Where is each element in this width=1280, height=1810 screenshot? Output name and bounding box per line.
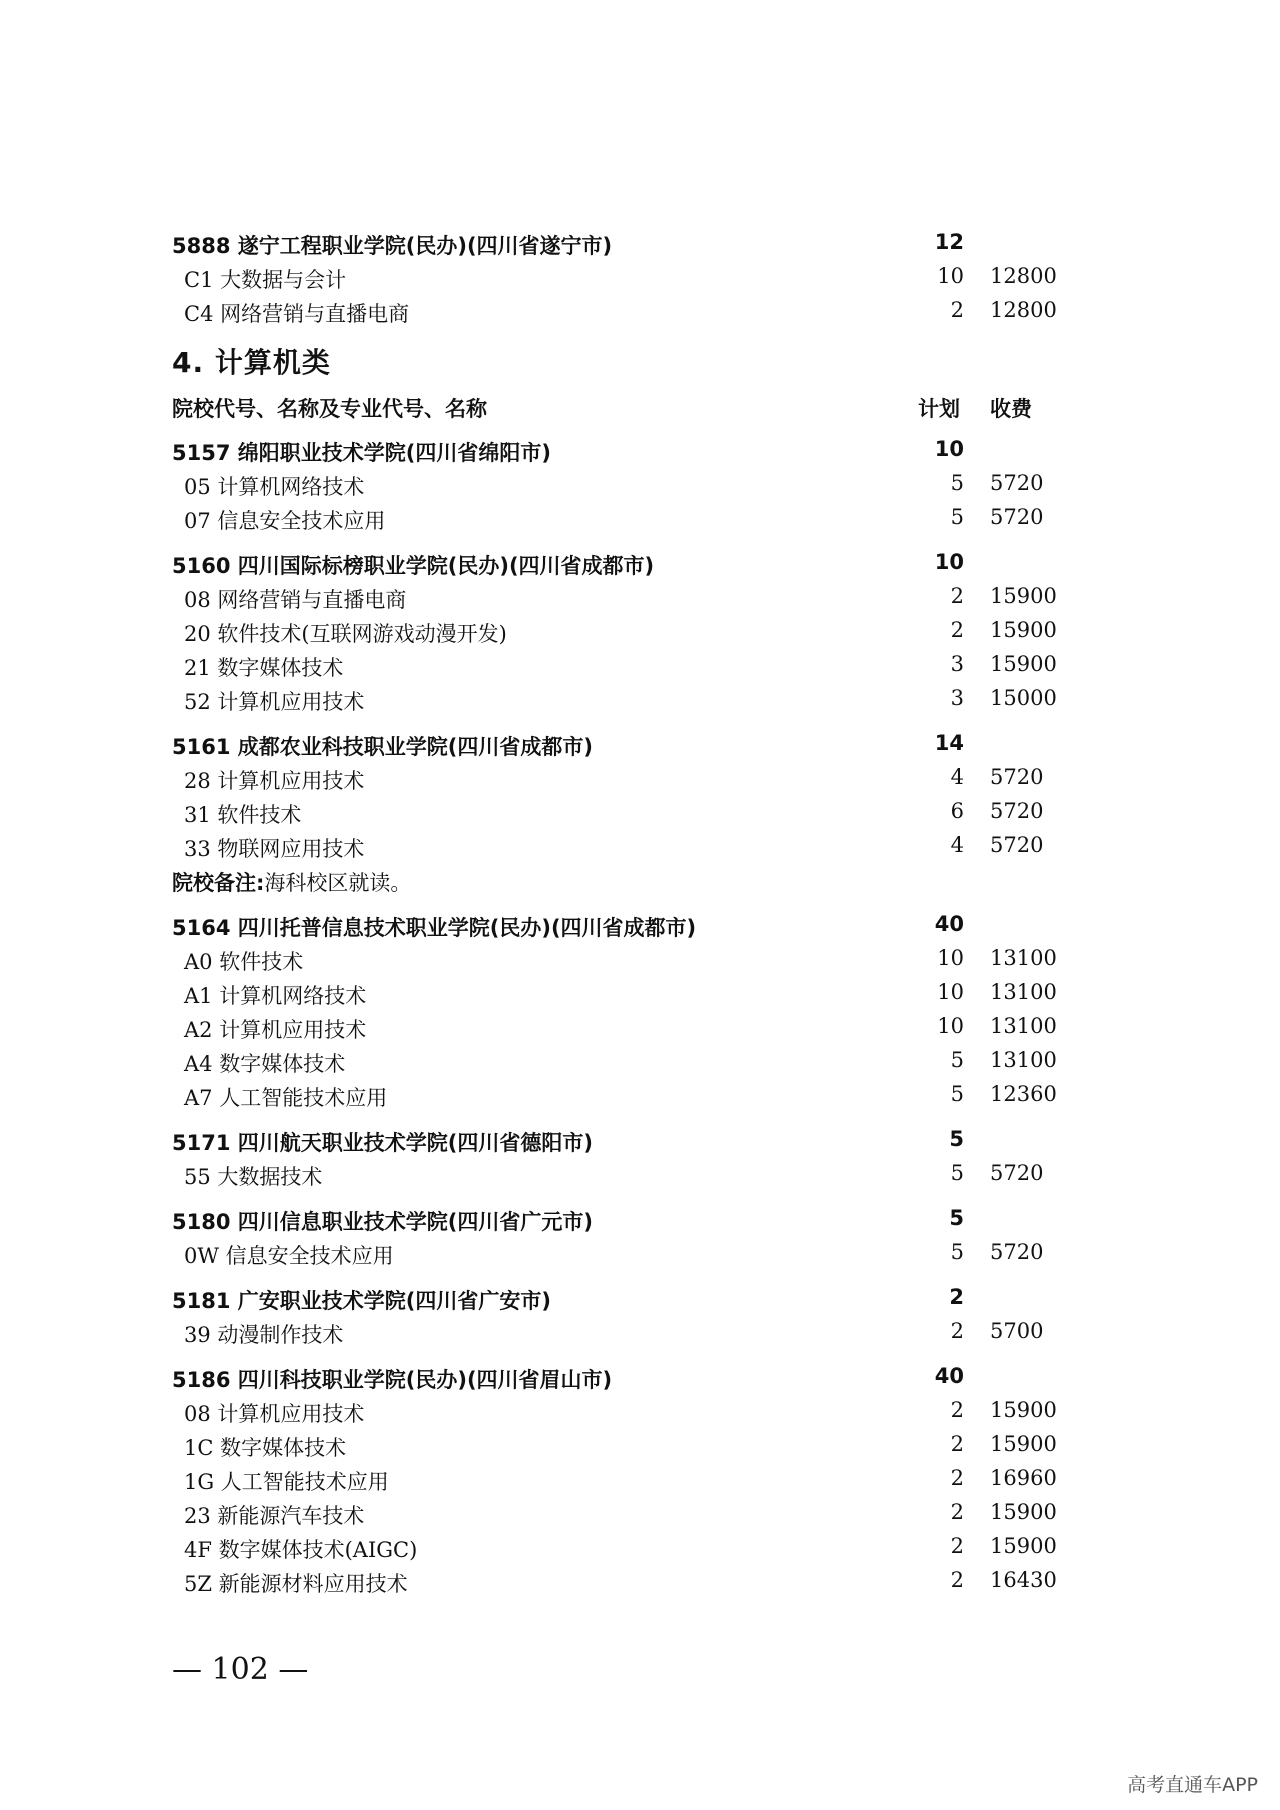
- spacer: [0, 716, 1280, 727]
- institution-plan: 5: [949, 1127, 964, 1151]
- major-name: 4F 数字媒体技术(AIGC): [184, 1538, 418, 1562]
- major-name: A2 计算机应用技术: [184, 1018, 367, 1042]
- institution-group: [0, 1281, 1280, 1349]
- institution-group: [0, 433, 1280, 535]
- major-row: [0, 614, 1280, 648]
- major-fee: 5700: [990, 1319, 1044, 1343]
- major-fee: 13100: [990, 1014, 1057, 1038]
- major-row: [0, 976, 1280, 1010]
- major-fee: 15900: [990, 1432, 1057, 1456]
- major-row: [0, 1394, 1280, 1428]
- institution-name: 5186 四川科技职业学院(民办)(四川省眉山市): [172, 1368, 613, 1392]
- institution-row: [0, 1360, 1280, 1394]
- major-name: 21 数字媒体技术: [184, 656, 344, 680]
- major-fee: 13100: [990, 946, 1057, 970]
- institution-row: [0, 1123, 1280, 1157]
- major-row: [0, 1078, 1280, 1112]
- major-plan: 2: [950, 1319, 964, 1343]
- major-name: 52 计算机应用技术: [184, 690, 365, 714]
- major-fee: 13100: [990, 980, 1057, 1004]
- major-row: [0, 1010, 1280, 1044]
- major-plan: 2: [950, 1466, 964, 1490]
- major-name: A4 数字媒体技术: [184, 1052, 346, 1076]
- major-plan: 6: [950, 799, 964, 823]
- institution-group: [0, 1123, 1280, 1191]
- major-name: 39 动漫制作技术: [184, 1323, 344, 1347]
- major-name: 1C 数字媒体技术: [184, 1436, 347, 1460]
- major-plan: 5: [950, 1240, 964, 1264]
- institution-row: [0, 546, 1280, 580]
- column-header-fee: 收费: [990, 397, 1032, 421]
- major-row: [0, 467, 1280, 501]
- major-plan: 10: [937, 980, 964, 1004]
- spacer: [0, 1191, 1280, 1202]
- major-fee: 15900: [990, 1500, 1057, 1524]
- major-name: 08 网络营销与直播电商: [184, 588, 407, 612]
- major-fee: 12800: [990, 298, 1057, 322]
- major-plan: 10: [937, 264, 964, 288]
- major-fee: 15900: [990, 584, 1057, 608]
- major-plan: 4: [950, 765, 964, 789]
- institution-note-text: 海科校区就读。: [264, 871, 412, 895]
- institution-plan: 14: [934, 731, 964, 755]
- major-name: A0 软件技术: [184, 950, 304, 974]
- spacer: [0, 1270, 1280, 1281]
- major-row: [0, 1496, 1280, 1530]
- major-plan: 2: [950, 298, 964, 322]
- institution-name: 5157 绵阳职业技术学院(四川省绵阳市): [172, 441, 551, 465]
- major-row: [0, 829, 1280, 863]
- institution-plan: 5: [949, 1206, 964, 1230]
- institution-name: 5160 四川国际标榜职业学院(民办)(四川省成都市): [172, 554, 655, 578]
- major-plan: 10: [937, 1014, 964, 1038]
- major-row: [0, 1530, 1280, 1564]
- institution-group: [0, 226, 1280, 328]
- spacer: [0, 1112, 1280, 1123]
- institution-name: 5888 遂宁工程职业学院(民办)(四川省遂宁市): [172, 234, 613, 258]
- major-row: [0, 1044, 1280, 1078]
- institution-plan: 10: [934, 550, 964, 574]
- spacer: [0, 897, 1280, 908]
- spacer: [0, 328, 1280, 339]
- column-header-name: 院校代号、名称及专业代号、名称: [172, 397, 487, 421]
- major-fee: 12800: [990, 264, 1057, 288]
- institution-name: 5161 成都农业科技职业学院(四川省成都市): [172, 735, 593, 759]
- major-row: [0, 942, 1280, 976]
- major-fee: 5720: [990, 833, 1044, 857]
- major-plan: 10: [937, 946, 964, 970]
- major-name: 0W 信息安全技术应用: [184, 1244, 394, 1268]
- major-row: [0, 1315, 1280, 1349]
- major-row: [0, 501, 1280, 535]
- major-fee: 15000: [990, 686, 1057, 710]
- major-fee: 5720: [990, 1240, 1044, 1264]
- column-header-row: [0, 389, 1280, 433]
- institution-note: [172, 867, 411, 897]
- major-name: 28 计算机应用技术: [184, 769, 365, 793]
- major-name: 55 大数据技术: [184, 1165, 323, 1189]
- institution-row: [0, 226, 1280, 260]
- major-fee: 15900: [990, 618, 1057, 642]
- major-row: [0, 1236, 1280, 1270]
- major-name: 33 物联网应用技术: [184, 837, 365, 861]
- institution-note-row: [0, 863, 1280, 897]
- major-name: 07 信息安全技术应用: [184, 509, 386, 533]
- major-name: C1 大数据与会计: [184, 268, 347, 292]
- spacer: [0, 535, 1280, 546]
- major-name: 05 计算机网络技术: [184, 475, 365, 499]
- institution-note-label: 院校备注:: [172, 871, 265, 895]
- major-fee: 12360: [990, 1082, 1057, 1106]
- section-title: 4. 计算机类: [172, 346, 331, 379]
- major-fee: 15900: [990, 1398, 1057, 1422]
- major-row: [0, 761, 1280, 795]
- major-row: [0, 1462, 1280, 1496]
- institution-row: [0, 433, 1280, 467]
- major-plan: 4: [950, 833, 964, 857]
- institution-name: 5171 四川航天职业技术学院(四川省德阳市): [172, 1131, 593, 1155]
- major-fee: 5720: [990, 799, 1044, 823]
- section-title-row: [0, 339, 1280, 389]
- major-row: [0, 795, 1280, 829]
- major-row: [0, 580, 1280, 614]
- major-row: [0, 260, 1280, 294]
- institution-list: [0, 433, 1280, 1598]
- major-fee: 5720: [990, 1161, 1044, 1185]
- major-row: [0, 648, 1280, 682]
- institution-plan: 10: [934, 437, 964, 461]
- major-row: [0, 682, 1280, 716]
- watermark: 高考直通车APP: [1127, 1774, 1258, 1796]
- institution-plan: 40: [934, 1364, 964, 1388]
- major-plan: 3: [950, 652, 964, 676]
- institution-row: [0, 908, 1280, 942]
- major-name: 08 计算机应用技术: [184, 1402, 365, 1426]
- institution-group: [0, 727, 1280, 897]
- institution-name: 5164 四川托普信息技术职业学院(民办)(四川省成都市): [172, 916, 697, 940]
- institution-row: [0, 1202, 1280, 1236]
- institution-group: [0, 546, 1280, 716]
- major-plan: 3: [950, 686, 964, 710]
- major-plan: 5: [950, 1082, 964, 1106]
- major-plan: 5: [950, 1161, 964, 1185]
- major-fee: 16430: [990, 1568, 1057, 1592]
- major-plan: 2: [950, 1432, 964, 1456]
- institution-plan: 12: [934, 230, 964, 254]
- major-fee: 15900: [990, 1534, 1057, 1558]
- major-fee: 5720: [990, 471, 1044, 495]
- institution-row: [0, 1281, 1280, 1315]
- major-plan: 5: [950, 505, 964, 529]
- major-fee: 15900: [990, 652, 1057, 676]
- major-plan: 2: [950, 1500, 964, 1524]
- major-name: 5Z 新能源材料应用技术: [184, 1572, 408, 1596]
- major-plan: 2: [950, 584, 964, 608]
- major-plan: 2: [950, 1398, 964, 1422]
- page-number: — 102 —: [172, 1652, 309, 1687]
- major-plan: 5: [950, 1048, 964, 1072]
- institution-name: 5180 四川信息职业技术学院(四川省广元市): [172, 1210, 593, 1234]
- institution-group: [0, 908, 1280, 1112]
- institution-row: [0, 727, 1280, 761]
- major-fee: 5720: [990, 505, 1044, 529]
- institution-group: [0, 1360, 1280, 1598]
- major-fee: 5720: [990, 765, 1044, 789]
- document-body: [0, 226, 1280, 1598]
- major-name: 1G 人工智能技术应用: [184, 1470, 389, 1494]
- major-row: [0, 1564, 1280, 1598]
- major-name: A7 人工智能技术应用: [184, 1086, 388, 1110]
- major-row: [0, 1428, 1280, 1462]
- major-name: A1 计算机网络技术: [184, 984, 367, 1008]
- major-name: 23 新能源汽车技术: [184, 1504, 365, 1528]
- institution-group: [0, 1202, 1280, 1270]
- major-name: C4 网络营销与直播电商: [184, 302, 410, 326]
- major-plan: 2: [950, 1568, 964, 1592]
- major-plan: 2: [950, 618, 964, 642]
- major-fee: 16960: [990, 1466, 1057, 1490]
- major-name: 31 软件技术: [184, 803, 302, 827]
- institution-plan: 40: [934, 912, 964, 936]
- institution-name: 5181 广安职业技术学院(四川省广安市): [172, 1289, 551, 1313]
- major-row: [0, 1157, 1280, 1191]
- institution-plan: 2: [949, 1285, 964, 1309]
- major-name: 20 软件技术(互联网游戏动漫开发): [184, 622, 507, 646]
- spacer: [0, 1349, 1280, 1360]
- major-fee: 13100: [990, 1048, 1057, 1072]
- major-plan: 2: [950, 1534, 964, 1558]
- major-row: [0, 294, 1280, 328]
- column-header-plan: 计划: [918, 397, 960, 421]
- major-plan: 5: [950, 471, 964, 495]
